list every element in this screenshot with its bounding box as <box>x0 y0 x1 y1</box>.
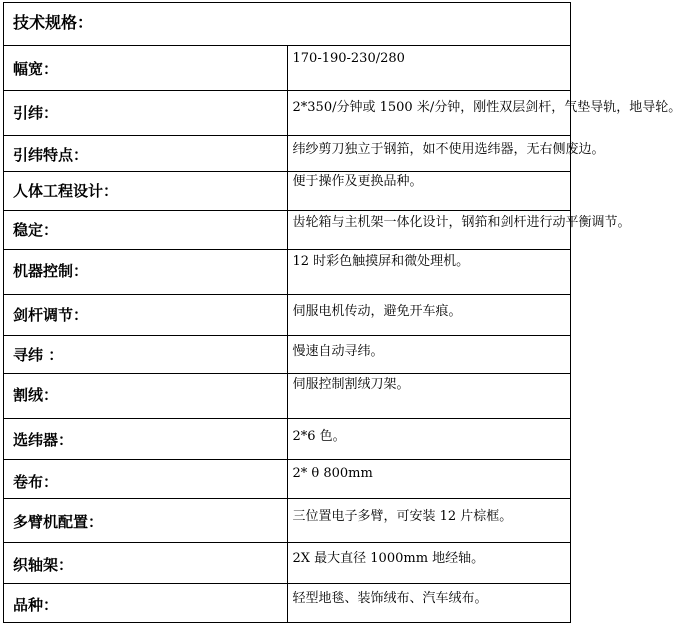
spec-value: 2X 最大直径 1000mm 地经轴。 <box>292 551 485 566</box>
spec-value-cell <box>287 543 571 584</box>
spec-label: 人体工程设计： <box>13 182 119 200</box>
spec-value: 12 时彩色触摸屏和微处理机。 <box>292 254 470 269</box>
spec-body <box>4 46 681 623</box>
spec-label-cell <box>4 460 288 499</box>
spec-row <box>4 46 571 91</box>
spec-label-cell <box>4 46 288 91</box>
spec-row <box>4 499 571 543</box>
spec-row <box>4 91 571 136</box>
spec-row <box>4 419 571 460</box>
spec-row <box>4 336 571 374</box>
spec-value-cell <box>287 295 571 336</box>
spec-label-cell <box>4 211 288 250</box>
spec-value: 伺服电机传动，避免开车痕。 <box>292 304 462 319</box>
spec-label-cell <box>4 499 288 543</box>
spec-value-cell <box>287 499 571 543</box>
spec-label-cell <box>4 584 288 623</box>
spec-value: 便于操作及更换品种。 <box>292 174 423 189</box>
spec-value: 2*350/分钟或 1500 米/分钟，刚性双层剑杆，气垫导轨，地导轮。 <box>292 100 681 115</box>
spec-label: 品种： <box>13 596 59 614</box>
spec-row <box>4 250 571 295</box>
title-row <box>4 3 571 46</box>
spec-label-cell <box>4 250 288 295</box>
spec-value: 2*6 色。 <box>292 429 346 444</box>
spec-row <box>4 460 571 499</box>
spec-value: 伺服控制割绒刀架。 <box>292 377 410 392</box>
spec-label-cell <box>4 419 288 460</box>
spec-label: 织轴架： <box>13 556 74 574</box>
spec-label: 割绒： <box>13 386 59 404</box>
spec-value-cell <box>287 250 571 295</box>
spec-label-cell <box>4 91 288 136</box>
spec-value: 齿轮箱与主机架一体化设计，钢筘和剑杆进行动平衡调节。 <box>292 215 631 230</box>
spec-value-cell <box>287 136 605 172</box>
spec-label: 引纬特点： <box>13 146 89 164</box>
spec-label: 幅宽： <box>13 60 59 78</box>
spec-value-cell <box>287 211 631 250</box>
spec-value-cell <box>287 91 681 136</box>
spec-label: 引纬： <box>13 104 59 122</box>
spec-label: 寻纬 ： <box>13 346 64 364</box>
spec-label-cell <box>4 543 288 584</box>
spec-row <box>4 295 571 336</box>
spec-value-cell <box>287 336 571 374</box>
spec-row <box>4 136 571 172</box>
title-cell <box>4 3 571 46</box>
spec-label-cell <box>4 172 288 211</box>
spec-value: 纬纱剪刀独立于钢筘，如不使用选纬器，无右侧废边。 <box>292 142 605 157</box>
spec-value: 170-190-230/280 <box>292 51 405 66</box>
spec-row <box>4 172 571 211</box>
spec-value-cell <box>287 374 571 419</box>
spec-row <box>4 584 571 623</box>
spec-value: 三位置电子多臂，可安装 12 片棕框。 <box>292 509 513 524</box>
spec-label: 多臂机配置： <box>13 513 104 531</box>
spec-value: 慢速自动寻纬。 <box>292 344 384 359</box>
spec-value-cell <box>287 460 571 499</box>
spec-label: 稳定： <box>13 221 59 239</box>
table-title: 技术规格： <box>13 13 94 32</box>
spec-value-cell <box>287 172 571 211</box>
spec-value-cell <box>287 46 571 91</box>
spec-label-cell <box>4 374 288 419</box>
spec-label-cell <box>4 295 288 336</box>
spec-label-cell <box>4 336 288 374</box>
spec-label: 选纬器： <box>13 431 74 449</box>
spec-row <box>4 374 571 419</box>
spec-label: 卷布： <box>13 473 59 491</box>
spec-value-cell <box>287 419 571 460</box>
spec-table <box>3 2 681 623</box>
spec-label: 剑杆调节： <box>13 306 89 324</box>
spec-value: 2* θ 800mm <box>292 466 373 481</box>
spec-value-cell <box>287 584 571 623</box>
spec-label: 机器控制： <box>13 262 89 280</box>
spec-row <box>4 543 571 584</box>
spec-row <box>4 211 571 250</box>
spec-value: 轻型地毯、装饰绒布、汽车绒布。 <box>292 591 488 606</box>
spec-label-cell <box>4 136 288 172</box>
